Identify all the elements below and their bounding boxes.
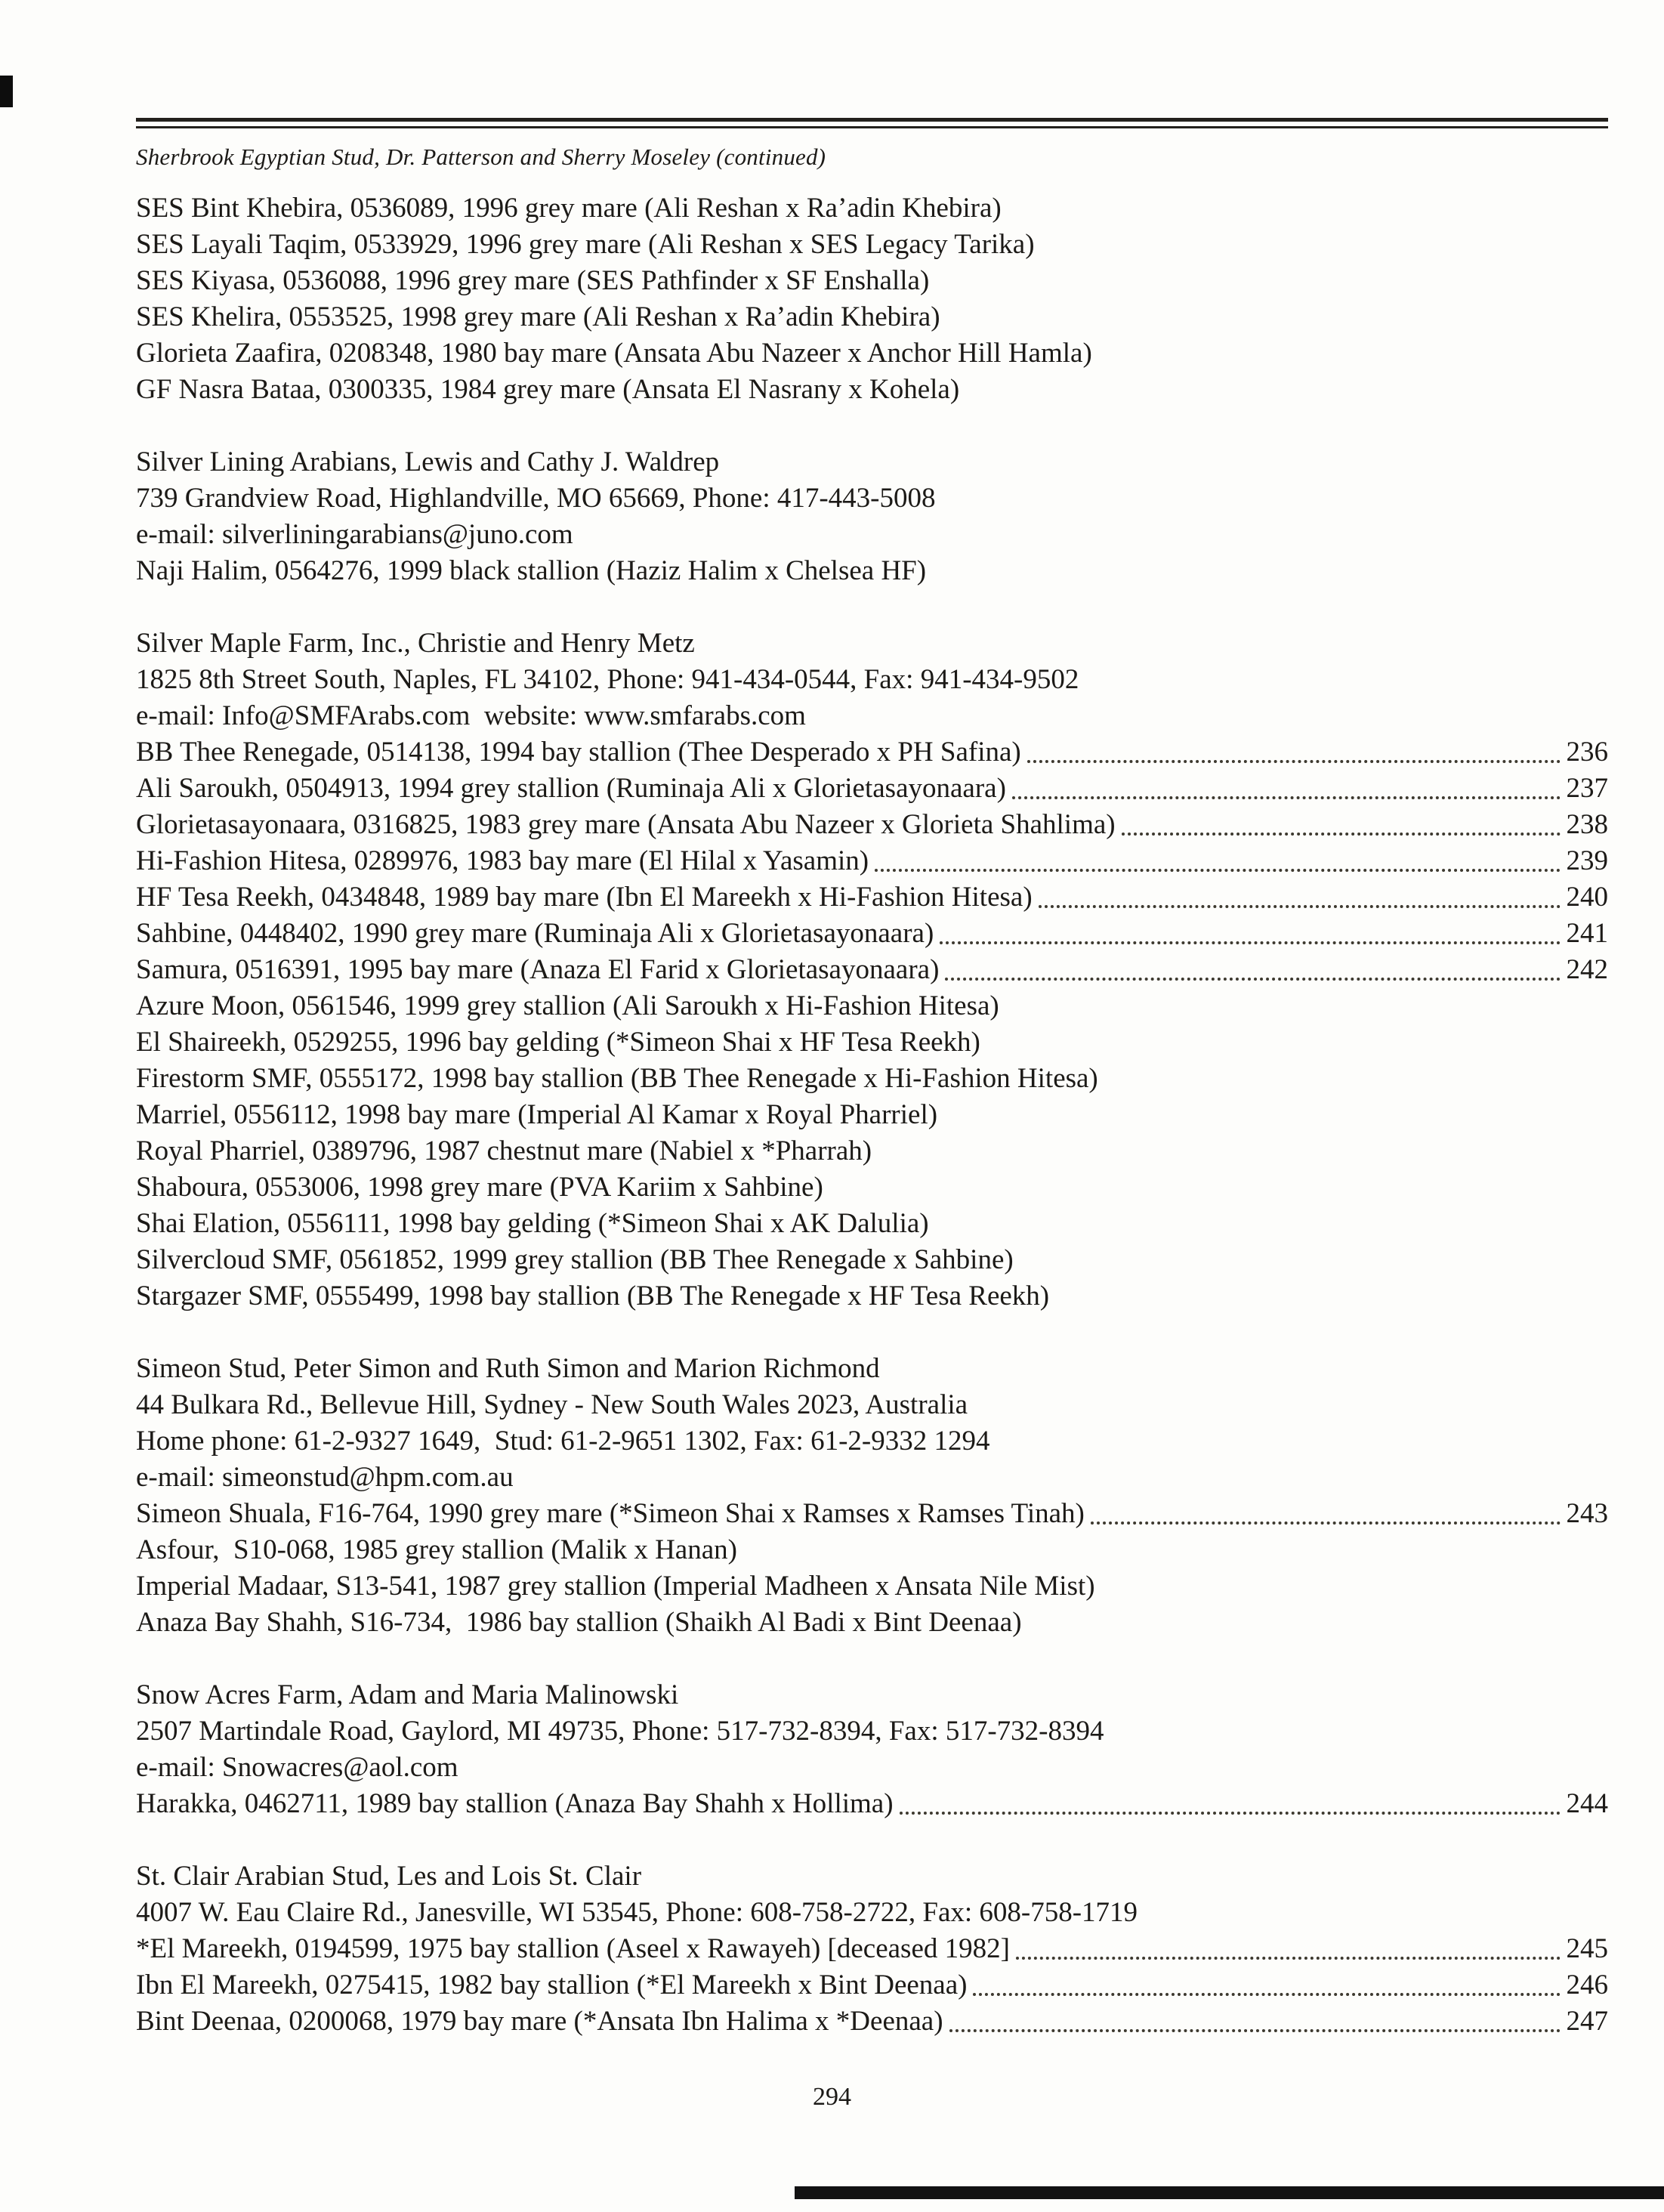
- entry-text: Simeon Shuala, F16-764, 1990 grey mare (*Simeon Shai x Ramses x Ramses Tinah): [136, 1498, 1085, 1529]
- dot-leader: [1014, 1931, 1562, 1967]
- text-line: [136, 1568, 1608, 1605]
- listing-section-st-clair-arabian-stud: [136, 1858, 1608, 2040]
- text-line: [136, 299, 1608, 335]
- entry-text: GF Nasra Bataa, 0300335, 1984 grey mare (Ansata El Nasrany x Kohela): [136, 374, 960, 405]
- text-line: [136, 698, 1608, 734]
- text-line: [136, 662, 1608, 698]
- entry-text: SES Khelira, 0553525, 1998 grey mare (Ali Reshan x Ra’adin Khebira): [136, 301, 940, 332]
- entry-text: e-mail: Snowacres@aol.com: [136, 1752, 458, 1783]
- entry-text: Home phone: 61-2-9327 1649, Stud: 61-2-9651 1302, Fax: 61-2-9332 1294: [136, 1426, 990, 1457]
- index-entry-line: [136, 2003, 1608, 2040]
- entry-text: e-mail: Info@SMFArabs.com website: www.smfarabs.com: [136, 700, 806, 731]
- entry-page-ref: 242: [1566, 954, 1608, 985]
- dot-leader: [1120, 807, 1562, 843]
- listing-section-silver-lining-arabians: [136, 444, 1608, 589]
- text-line: [136, 1677, 1608, 1713]
- entry-text: 739 Grandview Road, Highlandville, MO 65669, Phone: 417-443-5008: [136, 483, 936, 514]
- entry-text: SES Layali Taqim, 0533929, 1996 grey mare (Ali Reshan x SES Legacy Tarika): [136, 229, 1035, 260]
- entry-text: SES Kiyasa, 0536088, 1996 grey mare (SES Pathfinder x SF Enshalla): [136, 265, 930, 296]
- entry-text: Imperial Madaar, S13-541, 1987 grey stallion (Imperial Madheen x Ansata Nile Mist): [136, 1571, 1095, 1602]
- entry-text: Marriel, 0556112, 1998 bay mare (Imperial Al Kamar x Royal Pharriel): [136, 1099, 938, 1130]
- entry-text: SES Bint Khebira, 0536089, 1996 grey mare (Ali Reshan x Ra’adin Khebira): [136, 193, 1002, 224]
- text-line: [136, 1206, 1608, 1242]
- entry-text: Royal Pharriel, 0389796, 1987 chestnut mare (Nabiel x *Pharrah): [136, 1135, 872, 1166]
- text-line: [136, 263, 1608, 299]
- entry-text: Hi-Fashion Hitesa, 0289976, 1983 bay mare (El Hilal x Yasamin): [136, 845, 869, 876]
- dot-leader: [948, 2003, 1562, 2040]
- entry-text: Silver Maple Farm, Inc., Christie and Henry Metz: [136, 628, 695, 659]
- text-line: [136, 1387, 1608, 1423]
- entry-text: HF Tesa Reekh, 0434848, 1989 bay mare (Ibn El Mareekh x Hi-Fashion Hitesa): [136, 882, 1033, 913]
- text-line: [136, 1605, 1608, 1641]
- index-entry-line: [136, 952, 1608, 988]
- text-line: [136, 1061, 1608, 1097]
- entry-text: e-mail: silverliningarabians@juno.com: [136, 519, 573, 550]
- continued-section-heading: Sherbrook Egyptian Stud, Dr. Patterson and Sherry Moseley (continued): [136, 144, 826, 170]
- page-content: [136, 118, 1608, 2040]
- entry-text: Harakka, 0462711, 1989 bay stallion (Anaza Bay Shahh x Hollima): [136, 1788, 894, 1819]
- entry-text: Ali Saroukh, 0504913, 1994 grey stallion (Ruminaja Ali x Glorietasayonaara): [136, 773, 1006, 804]
- entry-text: Snow Acres Farm, Adam and Maria Malinowski: [136, 1679, 679, 1710]
- text-line: [136, 1895, 1608, 1931]
- dot-leader: [938, 916, 1561, 952]
- entry-text: Asfour, S10-068, 1985 grey stallion (Malik x Hanan): [136, 1534, 737, 1565]
- text-line: [136, 988, 1608, 1024]
- entry-text: Firestorm SMF, 0555172, 1998 bay stallion (BB Thee Renegade x Hi-Fashion Hitesa): [136, 1063, 1098, 1094]
- text-line: [136, 372, 1608, 408]
- text-line: [136, 1858, 1608, 1895]
- entry-text: Anaza Bay Shahh, S16-734, 1986 bay stallion (Shaikh Al Badi x Bint Deenaa): [136, 1607, 1022, 1638]
- entry-text: Shai Elation, 0556111, 1998 bay gelding (*Simeon Shai x AK Dalulia): [136, 1208, 929, 1239]
- page-number: 294: [813, 2083, 851, 2111]
- entry-page-ref: 247: [1566, 2006, 1608, 2037]
- index-entry-line: [136, 843, 1608, 879]
- entry-text: El Shaireekh, 0529255, 1996 bay gelding (*Simeon Shai x HF Tesa Reekh): [136, 1027, 980, 1058]
- index-entry-line: [136, 734, 1608, 771]
- header-double-rule: [136, 118, 1608, 128]
- entry-page-ref: 238: [1566, 809, 1608, 840]
- entry-text: Silver Lining Arabians, Lewis and Cathy J. Waldrep: [136, 446, 720, 477]
- listing-section-sherbrook-egyptian-stud-continued-entries: [136, 190, 1608, 408]
- index-entry-line: [136, 1931, 1608, 1967]
- entry-page-ref: 237: [1566, 773, 1608, 804]
- entry-text: Ibn El Mareekh, 0275415, 1982 bay stallion (*El Mareekh x Bint Deenaa): [136, 1969, 968, 2000]
- index-entry-line: [136, 807, 1608, 843]
- entry-text: Samura, 0516391, 1995 bay mare (Anaza El Farid x Glorietasayonaara): [136, 954, 940, 985]
- text-line: [136, 517, 1608, 553]
- entry-text: Azure Moon, 0561546, 1999 grey stallion (Ali Saroukh x Hi-Fashion Hitesa): [136, 990, 999, 1021]
- entry-text: Glorieta Zaafira, 0208348, 1980 bay mare (Ansata Abu Nazeer x Anchor Hill Hamla): [136, 338, 1092, 369]
- entry-text: Stargazer SMF, 0555499, 1998 bay stallion (BB The Renegade x HF Tesa Reekh): [136, 1281, 1050, 1311]
- text-line: [136, 1133, 1608, 1169]
- entry-text: BB Thee Renegade, 0514138, 1994 bay stallion (Thee Desperado x PH Safina): [136, 737, 1021, 768]
- text-line: [136, 480, 1608, 517]
- dot-leader: [1026, 734, 1562, 771]
- text-line: [136, 190, 1608, 227]
- text-line: [136, 626, 1608, 662]
- listing-section-silver-maple-farm: [136, 626, 1608, 1315]
- index-entry-line: [136, 1786, 1608, 1822]
- index-entry-line: [136, 879, 1608, 916]
- dot-leader: [1011, 771, 1562, 807]
- text-line: [136, 1097, 1608, 1133]
- index-entry-line: [136, 1967, 1608, 2003]
- listing-section-simeon-stud: [136, 1351, 1608, 1641]
- text-line: [136, 1460, 1608, 1496]
- entry-text: 44 Bulkara Rd., Bellevue Hill, Sydney - New South Wales 2023, Australia: [136, 1389, 968, 1420]
- entry-text: Glorietasayonaara, 0316825, 1983 grey mare (Ansata Abu Nazeer x Glorieta Shahlima): [136, 809, 1116, 840]
- text-line: [136, 444, 1608, 480]
- entry-text: Simeon Stud, Peter Simon and Ruth Simon and Marion Richmond: [136, 1353, 880, 1384]
- dot-leader: [898, 1786, 1562, 1822]
- entry-page-ref: 236: [1566, 737, 1608, 768]
- text-line: [136, 1278, 1608, 1315]
- entry-text: Shaboura, 0553006, 1998 grey mare (PVA Kariim x Sahbine): [136, 1172, 823, 1203]
- dot-leader: [873, 843, 1561, 879]
- text-line: [136, 1713, 1608, 1750]
- text-line: [136, 1242, 1608, 1278]
- dot-leader: [1037, 879, 1562, 916]
- entry-text: e-mail: simeonstud@hpm.com.au: [136, 1462, 514, 1493]
- entry-page-ref: 244: [1566, 1788, 1608, 1819]
- text-line: [136, 227, 1608, 263]
- breeder-listing: [136, 190, 1608, 2040]
- entry-text: St. Clair Arabian Stud, Les and Lois St. Clair: [136, 1861, 642, 1892]
- entry-page-ref: 239: [1566, 845, 1608, 876]
- text-line: [136, 553, 1608, 589]
- dot-leader: [943, 952, 1561, 988]
- text-line: [136, 335, 1608, 372]
- entry-page-ref: 240: [1566, 882, 1608, 913]
- entry-page-ref: 241: [1566, 918, 1608, 949]
- index-entry-line: [136, 1496, 1608, 1532]
- entry-page-ref: 243: [1566, 1498, 1608, 1529]
- listing-section-snow-acres-farm: [136, 1677, 1608, 1822]
- text-line: [136, 1024, 1608, 1061]
- text-line: [136, 1423, 1608, 1460]
- dot-leader: [1089, 1496, 1562, 1532]
- entry-text: Sahbine, 0448402, 1990 grey mare (Ruminaja Ali x Glorietasayonaara): [136, 918, 934, 949]
- text-line: [136, 1532, 1608, 1568]
- entry-text: 1825 8th Street South, Naples, FL 34102, Phone: 941-434-0544, Fax: 941-434-9502: [136, 664, 1079, 695]
- index-entry-line: [136, 916, 1608, 952]
- entry-page-ref: 246: [1566, 1969, 1608, 2000]
- entry-text: Silvercloud SMF, 0561852, 1999 grey stallion (BB Thee Renegade x Sahbine): [136, 1244, 1014, 1275]
- entry-text: Naji Halim, 0564276, 1999 black stallion (Haziz Halim x Chelsea HF): [136, 555, 927, 586]
- dot-leader: [971, 1967, 1561, 2003]
- text-line: [136, 1169, 1608, 1206]
- entry-page-ref: 245: [1566, 1933, 1608, 1964]
- scan-artifact-top-left: [0, 76, 13, 107]
- entry-text: Bint Deenaa, 0200068, 1979 bay mare (*Ansata Ibn Halima x *Deenaa): [136, 2006, 943, 2037]
- text-line: [136, 1351, 1608, 1387]
- text-line: [136, 1750, 1608, 1786]
- entry-text: 4007 W. Eau Claire Rd., Janesville, WI 53545, Phone: 608-758-2722, Fax: 608-758-1719: [136, 1897, 1138, 1928]
- entry-text: *El Mareekh, 0194599, 1975 bay stallion (Aseel x Rawayeh) [deceased 1982]: [136, 1933, 1010, 1964]
- scan-artifact-bottom-bar: [795, 2186, 1664, 2199]
- entry-text: 2507 Martindale Road, Gaylord, MI 49735, Phone: 517-732-8394, Fax: 517-732-8394: [136, 1716, 1104, 1747]
- index-entry-line: [136, 771, 1608, 807]
